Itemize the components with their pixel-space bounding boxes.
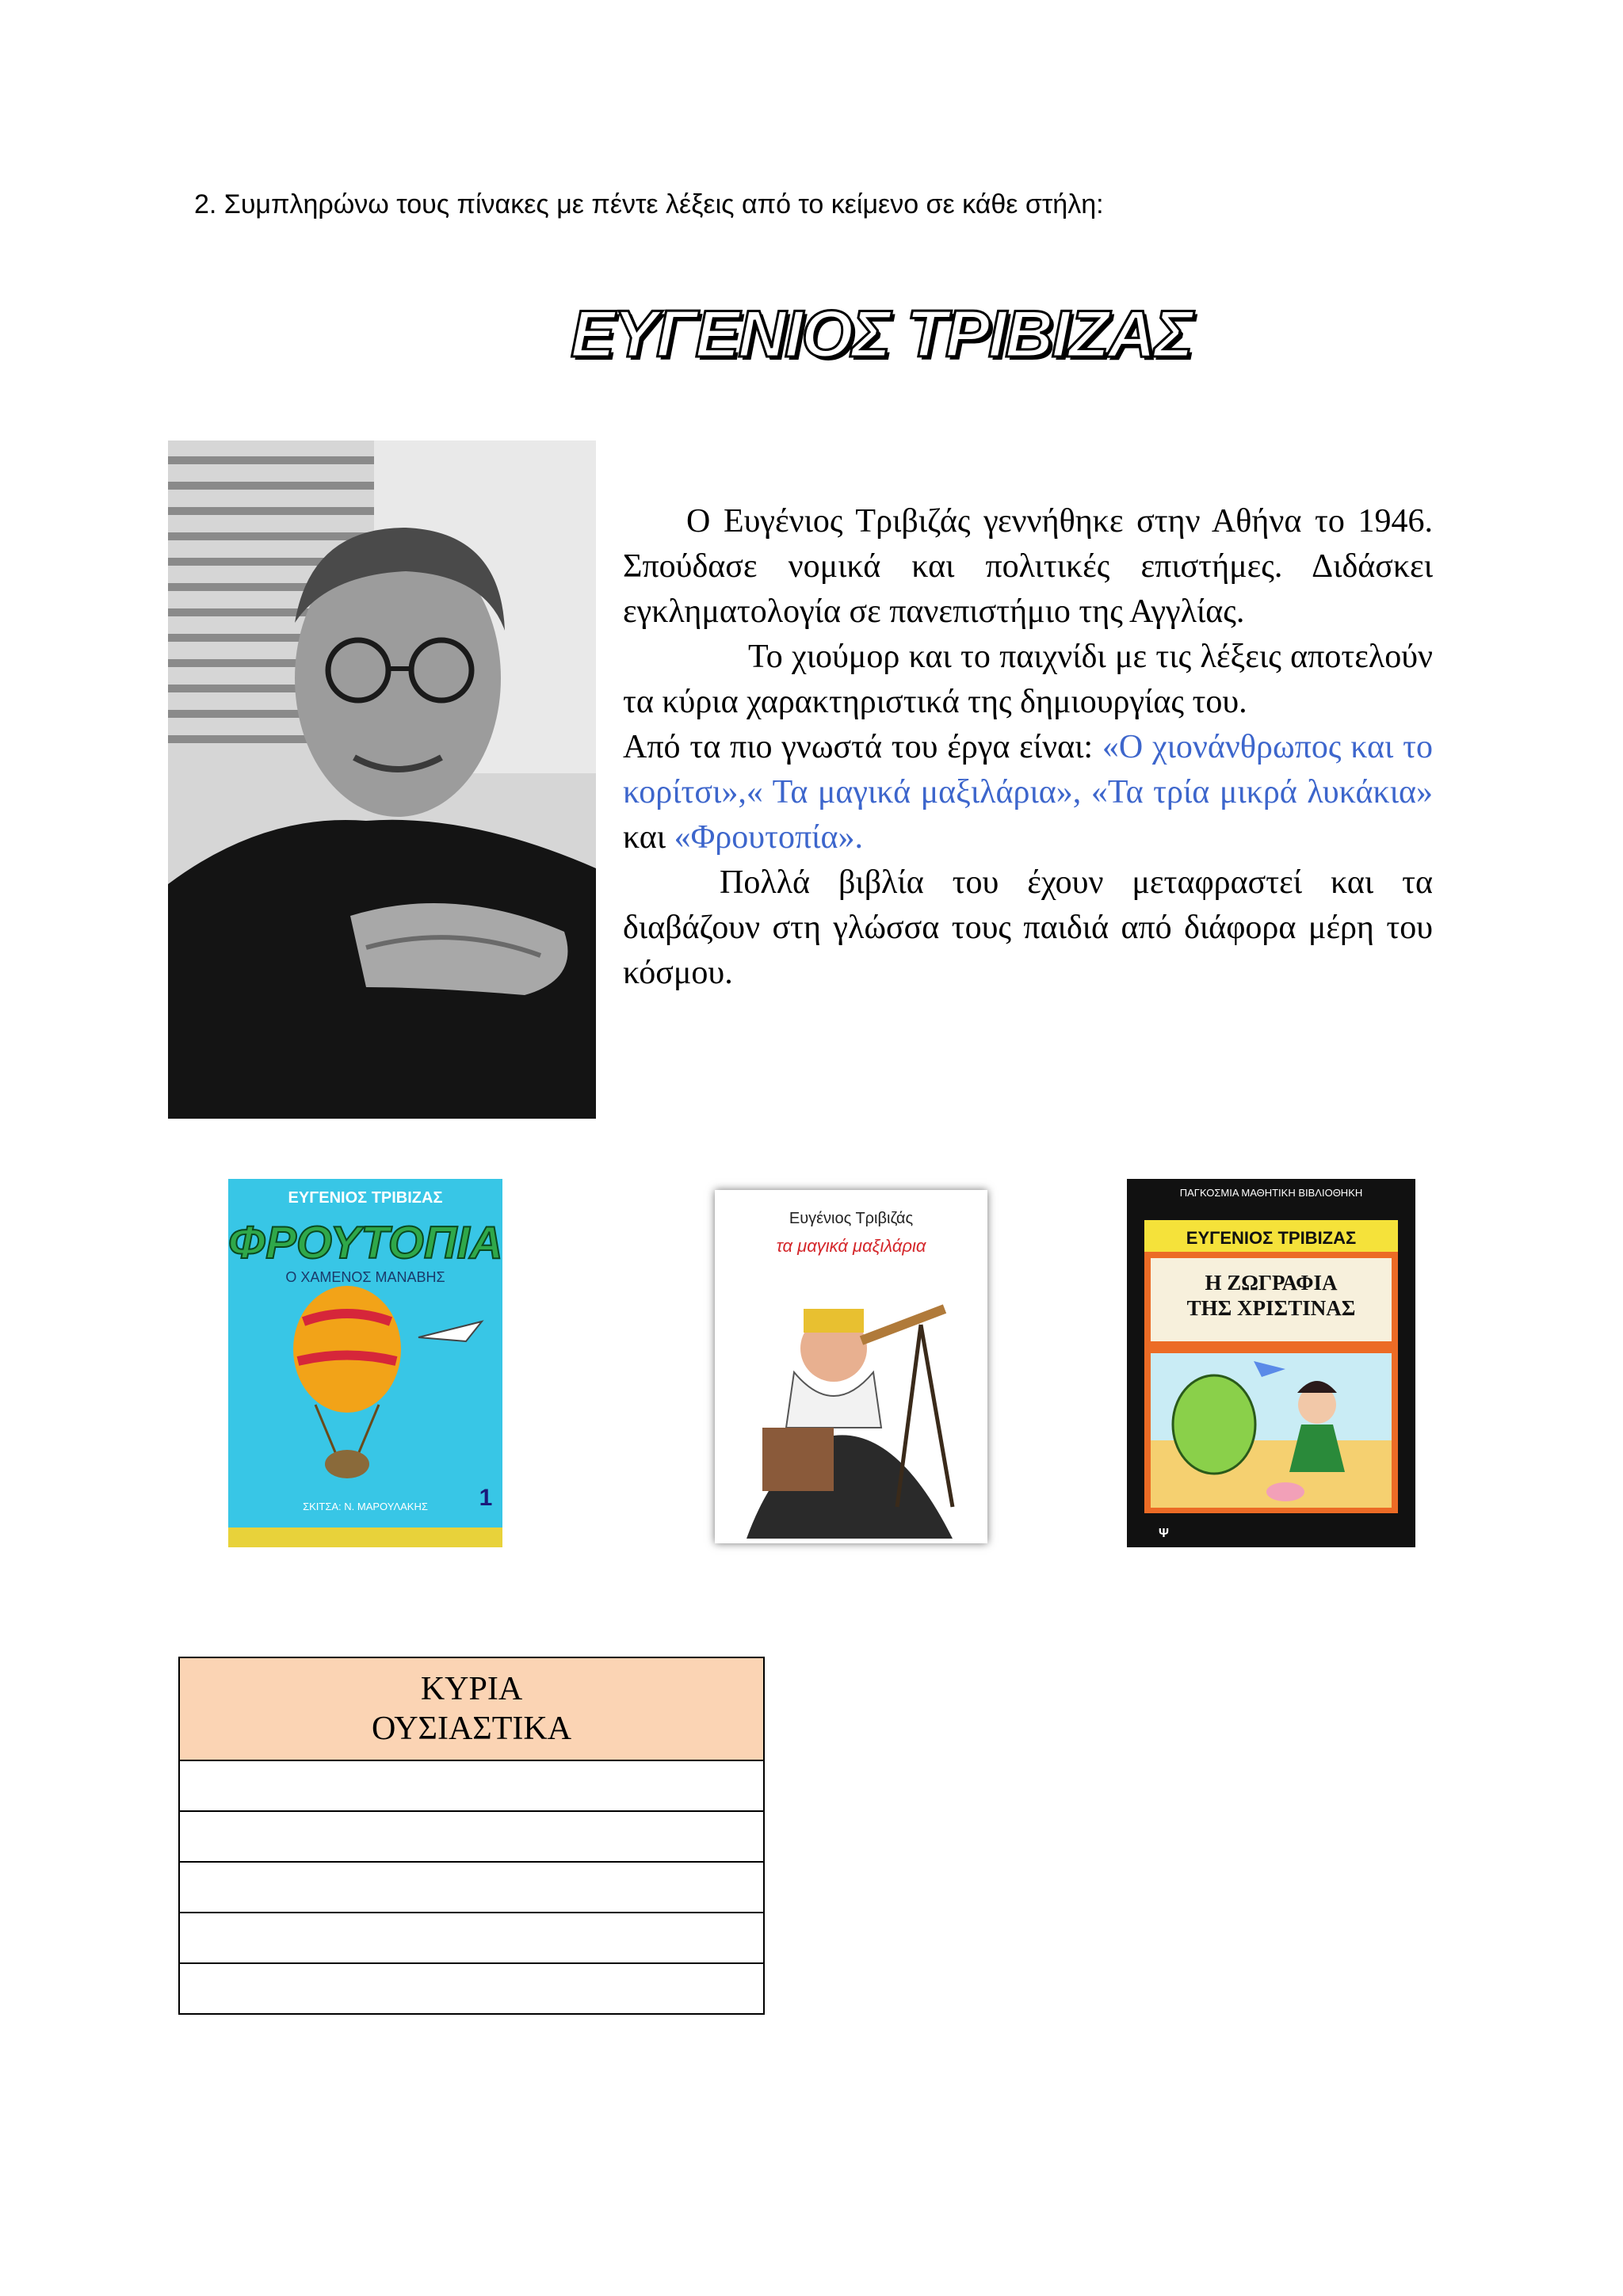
book-cover-zografia-christinas: [1127, 1179, 1415, 1547]
works-last: «Φρουτοπία».: [674, 819, 863, 856]
table-header-line1: ΚΥΡΙΑ: [420, 1671, 523, 1707]
table-row[interactable]: [179, 1760, 764, 1811]
book-cover-magika-maxilaria: [715, 1190, 987, 1543]
table-row[interactable]: [179, 1811, 764, 1862]
page-title: ΕΥΓΕΝΙΟΣ ΤΡΙΒΙΖΑΣ: [571, 296, 1192, 371]
book1-author: ΕΥΓΕΝΙΟΣ ΤΡΙΒΙΖΑΣ: [288, 1189, 443, 1207]
works-and: και: [623, 819, 674, 856]
table-header: [179, 1657, 764, 1760]
author-photo: [168, 441, 596, 1119]
book1-number: 1: [479, 1485, 493, 1511]
book1-subtitle: Ο ΧΑΜΕΝΟΣ ΜΑΝΑΒΗΣ: [285, 1269, 445, 1285]
book3-series: ΠΑΓΚΟΣΜΙΑ ΜΑΘΗΤΙΚΗ ΒΙΒΛΙΟΘΗΚΗ: [1179, 1187, 1363, 1199]
bio-paragraph-1: Ο Ευγένιος Τριβιζάς γεννήθηκε στην Αθήνα το 1946. Σπούδασε νομικά και πολιτικές επιστήμες. Διδάσκει εγκληματολογία σε πανεπιστήμιο της Αγγλίας.: [623, 503, 1433, 630]
bio-paragraph-4: Πολλά βιβλία του έχουν μεταφραστεί και τα διαβάζουν στη γλώσσα τους παιδιά από διάφορα μέρη του κόσμου.: [623, 864, 1433, 991]
book3-title-line1: Η ΖΩΓΡΑΦΙΑ: [1205, 1271, 1338, 1295]
book2-title: τα μαγικά μαξιλάρια: [776, 1236, 926, 1256]
instruction-text: 2. Συμπληρώνω τους πίνακες με πέντε λέξεις από το κείμενο σε κάθε στήλη:: [194, 189, 1104, 219]
biography: [623, 499, 1433, 996]
book-cover-froutopia: [228, 1179, 502, 1547]
proper-nouns-table: [178, 1657, 765, 2015]
bio-paragraph-3: [623, 725, 1433, 860]
table-header-line2: ΟΥΣΙΑΣΤΙΚΑ: [371, 1711, 572, 1747]
works-intro: Από τα πιο γνωστά του έργα είναι:: [623, 729, 1102, 765]
book1-illustrator: ΣΚΙΤΣΑ: Ν. ΜΑΡΟΥΛΑΚΗΣ: [303, 1501, 428, 1512]
book3-title-line2: ΤΗΣ ΧΡΙΣΤΙΝΑΣ: [1186, 1296, 1356, 1320]
table-row[interactable]: [179, 1963, 764, 2014]
table-row[interactable]: [179, 1862, 764, 1913]
book2-author: Ευγένιος Τριβιζάς: [789, 1210, 914, 1227]
works-list: «Ο χιονάνθρωπος και το κορίτσι»,« Τα μαγικά μαξιλάρια», «Τα τρία μικρά λυκάκια»: [623, 729, 1434, 810]
book3-author: ΕΥΓΕΝΙΟΣ ΤΡΙΒΙΖΑΣ: [1186, 1228, 1357, 1248]
book1-title: ΦΡΟΥΤΟΠΙΑ: [228, 1217, 502, 1268]
bio-paragraph-2: Το χιούμορ και το παιχνίδι με τις λέξεις αποτελούν τα κύρια χαρακτηριστικά της δημιουργίας του.: [623, 639, 1433, 720]
table-row[interactable]: [179, 1913, 764, 1963]
svg-text:Ψ: Ψ: [1159, 1527, 1169, 1540]
